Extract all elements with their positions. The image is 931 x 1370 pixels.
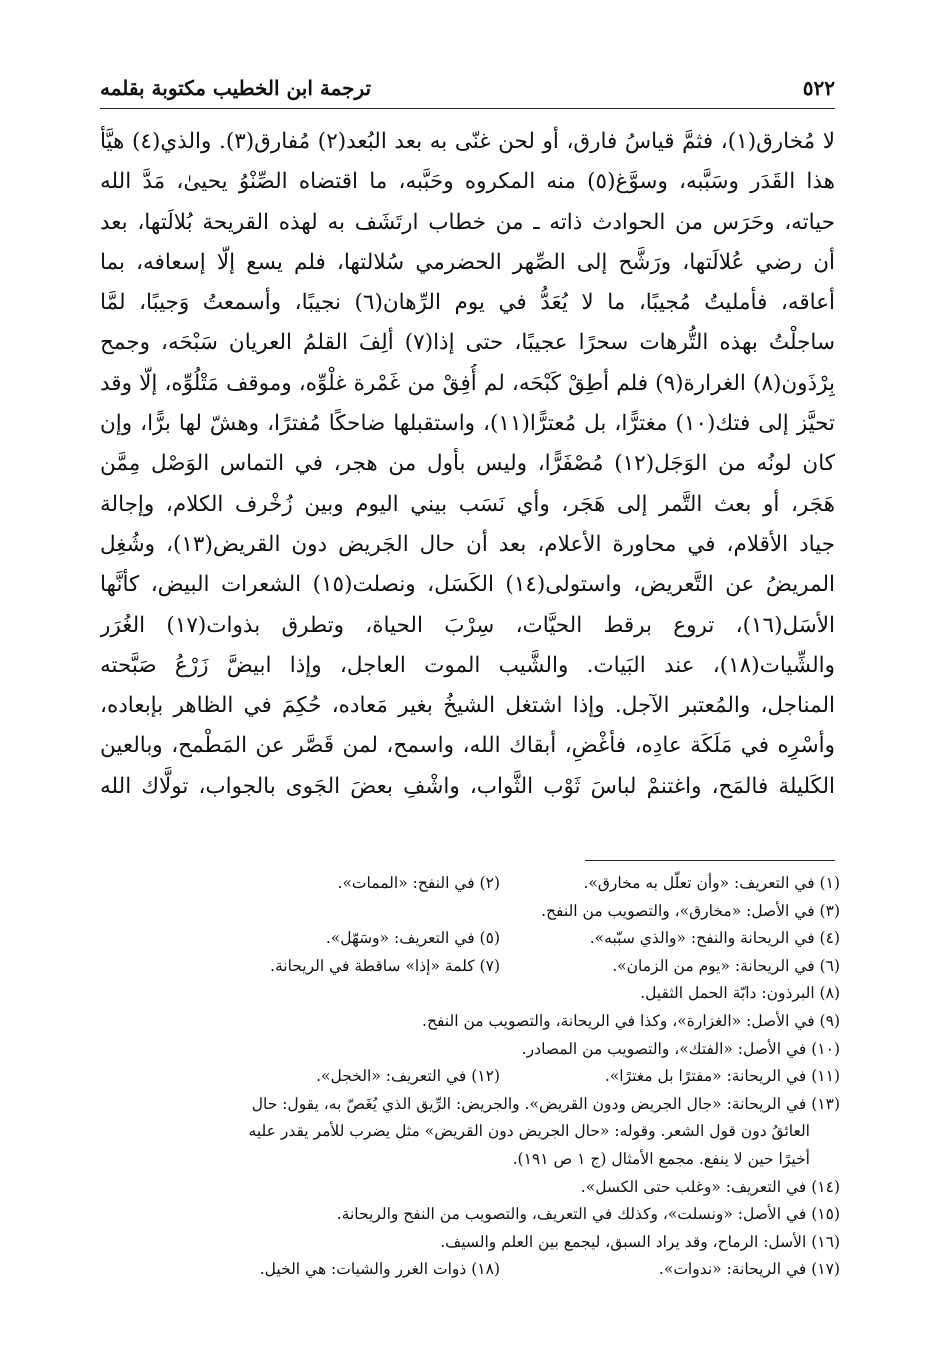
footnote-entry: (١٤) في التعريف: «وغلب حتى الكسل». — [580, 1177, 840, 1196]
footnotes — [100, 870, 840, 1284]
running-title: ترجمة ابن الخطيب مكتوبة بقلمه — [100, 76, 372, 100]
text-line: أن رضي عُلالَتها، ورَشَّح إلى الصِّهر الحضرمي سُلالتها، فلم يسع إلّا إسعافه، بما — [100, 249, 835, 275]
footnote — [100, 870, 840, 898]
text-line: هَجَر، أو بعث التَّمر إلى هَجَر، وأي نَسَب بيني اليوم وبين زُخْرف الكلام، وإجالة — [100, 491, 835, 517]
footnote-continuation: أخيرًا حين لا ينفع. مجمع الأمثال (ج ١ ص ١٩١). — [512, 1149, 810, 1168]
text-line: حياته، وحَرَس من الحوادث ذاته ـ من خطاب ارتَشَف به لهذه القريحة بُلالَتها، بعد — [100, 209, 835, 235]
text-line: تحيَّز إلى فتك(١٠) مغترًّا، بل مُعترًّا(١١)، واستقبلها ضاحكًا مُفترًا، وهشّ لها برًّا، وإن — [100, 411, 835, 437]
text-line: جياد الأقلام، في محاورة الأعلام، بعد أن حال الجَريض دون القريض(١٣)، وشُغِل — [100, 531, 835, 557]
footnote — [100, 1036, 840, 1064]
header-rule — [100, 108, 835, 109]
text-line: ساجلْتُ بهذه التُّرهات سحرًا عجيبًا، حتى إذا(٧) ألِفَ القلمُ العريان سَبْحَه، وجمح — [100, 330, 835, 356]
footnote — [100, 1008, 840, 1036]
text-line: المريضُ عن التَّعريض، واستولى(١٤) الكَسَل، ونصلت(١٥) الشعرات البيض، كأنَّها — [100, 572, 835, 598]
text-line: المناجل، والمُعتبر الآجل. وإذا اشتغل الشيخُ بغير مَعاده، حُكِمَ في الظاهر بإبعاده، — [100, 693, 835, 719]
footnote — [100, 1146, 840, 1174]
footnote — [100, 898, 840, 926]
footnote-entry: (٧) كلمة «إذا» ساقطة في الريحانة. — [270, 956, 500, 975]
footnote-entry: (٦) في الريحانة: «يوم من الزمان». — [612, 956, 840, 975]
footnote — [100, 1201, 840, 1229]
footnote-entry: (٢) في النفح: «الممات». — [337, 874, 500, 892]
text-line: لا مُخارق(١)، فثمَّ قياسُ فارق، أو لحن غنّى به بعد البُعد(٢) مُفارق(٣). والذي(٤) هيَّأ — [100, 129, 835, 154]
footnote — [100, 1063, 840, 1091]
footnote-entry: (١٢) في التعريف: «الخجل». — [316, 1067, 500, 1086]
main-text — [100, 122, 835, 807]
text-line: الكَليلة فالمَح، واغتنمْ لباسَ ثَوْب الثَّواب، واشْفِ بعضَ الجَوى بالجواب، تولَّاك الله — [100, 773, 835, 799]
footnote-entry: (٩) في الأصل: «الغزارة»، وكذا في الريحانة، والتصويب من النفح. — [422, 1011, 840, 1030]
text-line: بِرْذَون(٨) الغرارة(٩) فلم أطِقْ كَبْحَه، لم أُفِقْ من غَمْرة غلْوِّه، وموقف مَتْلُوِّه، إلّا وقد — [100, 370, 835, 396]
text-line: والشِّيات(١٨)، عند البَيات. والشَّيب الموت العاجل، وإذا ابيضَّ زَرْعُ صَبَّحته — [100, 652, 835, 678]
footnote-entry: (١٦) الأسل: الرماح، وقد يراد السبق، ليجمع بين العلم والسيف. — [440, 1232, 840, 1251]
footnote-entry: (٣) في الأصل: «مخارق»، والتصويب من النفح. — [541, 901, 840, 920]
footnote-entry: (١١) في الريحانة: «مفترًا بل مغترًا». — [604, 1067, 840, 1086]
footnote — [100, 1118, 840, 1146]
text-line: أعاقه، فأمليتُ مُجيبًا، ما لا يُعَدُّ في يوم الرِّهان(٦) نجيبًا، وأسمعتُ وَجيبًا، لمَّا — [100, 290, 835, 316]
running-header — [100, 70, 835, 106]
footnote-entry: (٥) في التعريف: «وسَهّل». — [325, 929, 500, 948]
footnote — [100, 980, 840, 1008]
footnote — [100, 953, 840, 981]
footnote-entry: (٨) البرذون: دابّة الحمل الثقيل. — [640, 984, 840, 1003]
text-line: هذا القَدَر وسَبَّبه، وسوَّغ(٥) منه المكروه وحَبَّبه، ما اقتضاه الصِّنْوُ يحيىٰ، مَدَّ الله — [100, 169, 835, 195]
footnote-entry: (١٠) في الأصل: «الفتك»، والتصويب من المصادر. — [521, 1039, 840, 1058]
footnote-entry: (١٣) في الريحانة: «جال الجريض ودون القريض». والجريض: الرِّيق الذي يُغَصّ به، يقول: حال — [251, 1094, 840, 1113]
text-line: كان لونُه من الوَجَل(١٢) مُصْفَرًّا، وليس بأول من هجر، في التماس الوَصْل مِمَّن — [100, 451, 835, 477]
footnote — [100, 1174, 840, 1202]
text-line: الأسَل(١٦)، تروع برقط الحيَّات، سِرْبَ الحياة، وتطرق بذوات(١٧) الغُرَر — [100, 612, 835, 638]
footnote-entry: (٤) في الريحانة والنفح: «والذي سبّبه». — [589, 929, 840, 948]
footnote — [100, 925, 840, 953]
footnote-rule — [585, 860, 835, 861]
footnote-continuation: العائقُ دون قول الشعر. وقوله: «حال الجريض دون القريض» مثل يضرب للأمر يقدر عليه — [248, 1122, 810, 1141]
footnote-entry: (١) في التعريف: «وأن تعلّل به مخارق». — [583, 874, 840, 892]
footnote — [100, 1091, 840, 1119]
footnote-entry: (١٨) ذوات الغرر والشيات: هي الخيل. — [259, 1260, 500, 1279]
footnote-entry: (١٧) في الريحانة: «ندوات». — [658, 1260, 840, 1279]
page-number: ٥٢٢ — [802, 76, 835, 100]
footnote-entry: (١٥) في الأصل: «ونسلت»، وكذلك في التعريف، والتصويب من النفح والريحانة. — [336, 1205, 840, 1224]
footnote — [100, 1229, 840, 1257]
footnote — [100, 1256, 840, 1284]
text-line: وأسْرِه في مَلَكَة عادِه، فأغْضِ، أبقاك الله، واسمح، لمن قَصَّر عن المَطْمح، وبالعين — [100, 733, 835, 759]
